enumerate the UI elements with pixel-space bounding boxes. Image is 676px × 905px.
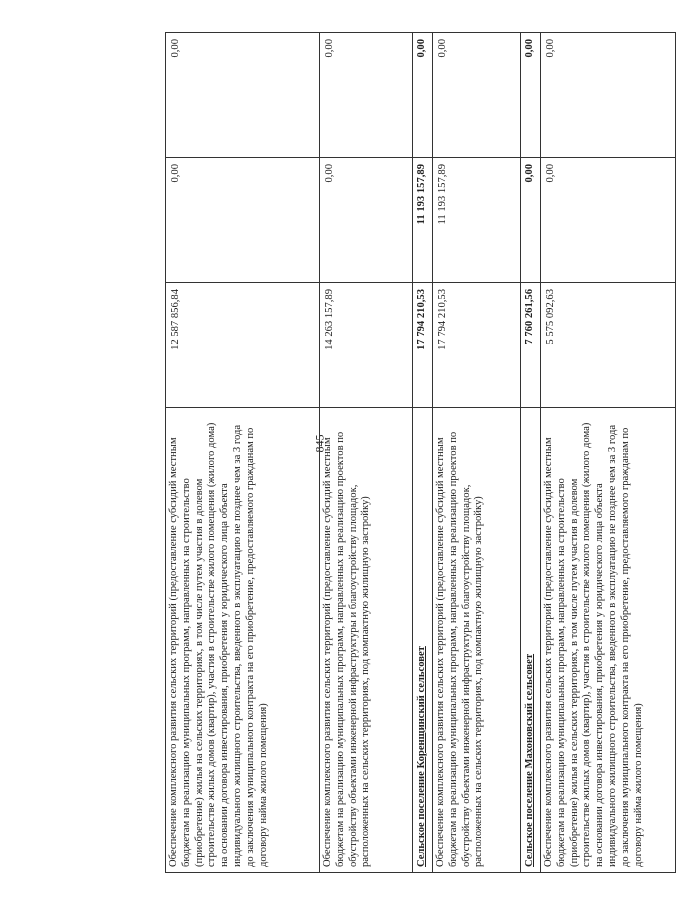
table-row (521, 33, 541, 873)
amount-col-1: 17 794 210,53 (413, 283, 433, 408)
amount-col-1: 7 760 261,56 (521, 283, 541, 408)
amount-col-3: 0,00 (413, 33, 433, 158)
amount-col-3: 0,00 (320, 33, 413, 158)
amount-col-1: 17 794 210,53 (433, 283, 521, 408)
amount-col-3: 0,00 (433, 33, 521, 158)
table-row (541, 33, 676, 873)
row-name: Сельское поселение Махоновский сельсовет (521, 408, 541, 873)
page-number: 845 (312, 434, 327, 453)
row-name: Обеспечение комплексного развития сельских территорий (предоставление субсидий местным бюджетам на реализацию муниципальных программ, направленных на строительство (приобретение) жилья на сельских территориях, в том числе путем участия в долевом строительстве жилых домов (квартир), участия в строительстве жилого помещения (жилого дома) на основании договора инвестирования, приобретения у юридического лица объекта индивидуального жилищного строительства, введенного в эксплуатацию не позднее чем за 3 года до заключения муниципального контракта на его приобретение, предоставляемого гражданам по договору найма жилого помещения) (541, 408, 676, 873)
amount-col-2: 0,00 (320, 158, 413, 283)
row-name: Обеспечение комплексного развития сельских территорий (предоставление субсидий местным бюджетам на реализацию муниципальных программ, направленных на реализацию проектов по обустройству объектами инженерной инфраструктуры и благоустройству площадок, расположенных на сельских территориях, под компактную жилищную застройку) (320, 408, 413, 873)
amount-col-2: 11 193 157,89 (413, 158, 433, 283)
table-row (413, 33, 433, 873)
amount-col-3: 0,00 (541, 33, 676, 158)
row-name: Обеспечение комплексного развития сельских территорий (предоставление субсидий местным бюджетам на реализацию муниципальных программ, направленных на реализацию проектов по обустройству объектами инженерной инфраструктуры и благоустройству площадок, расположенных на сельских территориях, под компактную жилищную застройку) (433, 408, 521, 873)
amount-col-2: 0,00 (166, 158, 320, 283)
amount-col-3: 0,00 (521, 33, 541, 158)
row-name: Сельское поселение Коренщинский сельсовет (413, 408, 433, 873)
amount-col-1: 5 575 092,63 (541, 283, 676, 408)
row-name: Обеспечение комплексного развития сельских территорий (предоставление субсидий местным бюджетам на реализацию муниципальных программ, направленных на строительство (приобретение) жилья на сельских территориях, в том числе путем участия в долевом строительстве жилых домов (квартир), участия в строительстве жилого помещения (жилого дома) на основании договора инвестирования, приобретения у юридического лица объекта индивидуального жилищного строительства, введенного в эксплуатацию не позднее чем за 3 года до заключения муниципального контракта на его приобретение, предоставляемого гражданам по договору найма жилого помещения) (166, 408, 320, 873)
amount-col-1: 14 263 157,89 (320, 283, 413, 408)
table-row (320, 33, 413, 873)
table-row (166, 33, 320, 873)
table-row (433, 33, 521, 873)
amount-col-2: 0,00 (521, 158, 541, 283)
amount-col-3: 0,00 (166, 33, 320, 158)
budget-table (165, 32, 676, 873)
amount-col-1: 12 587 856,84 (166, 283, 320, 408)
amount-col-2: 11 193 157,89 (433, 158, 521, 283)
budget-table-wrapper (165, 33, 675, 873)
amount-col-2: 0,00 (541, 158, 676, 283)
